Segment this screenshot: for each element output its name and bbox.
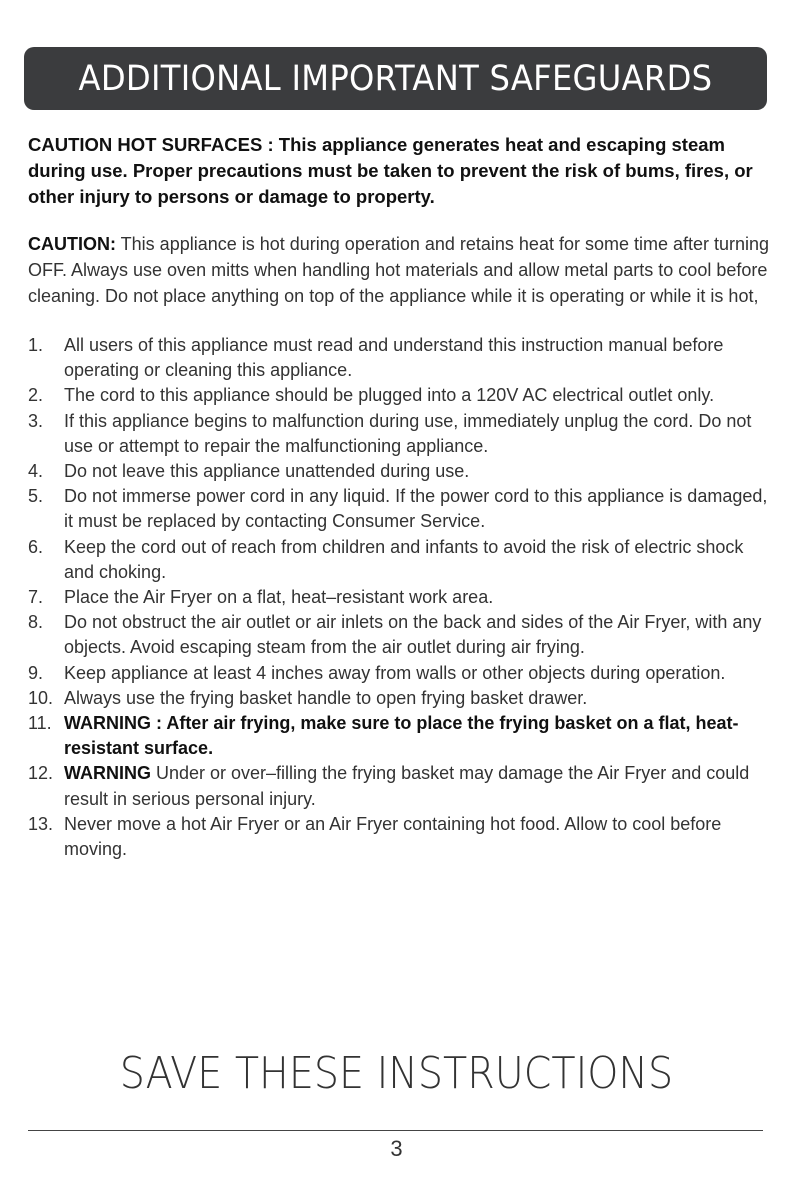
list-item [28, 409, 773, 459]
section-title: ADDITIONAL IMPORTANT SAFEGUARDS [78, 58, 713, 99]
item-number: 6. [28, 536, 44, 557]
item-number: 12. [28, 763, 54, 784]
caution-hot-surfaces: CAUTION HOT SURFACES : This appliance generates heat and escaping steam during use. Proper precautions must be taken to prevent the risk of bums, fires, or other injury to persons or damage to property. [28, 134, 753, 207]
item-text: If this appliance begins to malfunction during use, immediately unplug the cord. Do not use or attempt to repair the malfunctioning appliance. [64, 410, 752, 456]
item-text: WARNING Under or over–filling the frying basket may damage the Air Fryer and could result in serious personal injury. [64, 763, 750, 809]
list-item [28, 535, 773, 585]
item-text: Keep the cord out of reach from children and infants to avoid the risk of electric shock and choking. [64, 536, 744, 582]
list-item [28, 333, 773, 383]
caution-label: CAUTION: [28, 234, 116, 254]
item-number: 4. [28, 461, 44, 482]
item-text: Do not leave this appliance unattended during use. [64, 461, 470, 482]
item-number: 2. [28, 385, 44, 406]
item-number: 1. [28, 335, 44, 355]
footer-divider [28, 1130, 763, 1131]
list-item [28, 610, 773, 660]
list-item [28, 661, 773, 686]
item-text: WARNING : After air frying, make sure to place the frying basket on a flat, heat-resistant surface. [64, 713, 739, 759]
safeguard-list [28, 333, 773, 862]
page-number: 3 [390, 1136, 403, 1161]
list-item [28, 686, 773, 711]
item-number: 7. [28, 587, 44, 608]
item-text: The cord to this appliance should be plugged into a 120V AC electrical outlet only. [64, 385, 715, 406]
item-text: Always use the frying basket handle to open frying basket drawer. [64, 687, 588, 708]
save-instructions-heading: SAVE THESE INSTRUCTIONS [119, 1048, 674, 1099]
item-number: 13. [28, 813, 54, 834]
item-text: Do not obstruct the air outlet or air inlets on the back and sides of the Air Fryer, with any objects. Avoid escaping steam from the air outlet during air frying. [64, 612, 762, 658]
item-number: 9. [28, 662, 44, 683]
list-item [28, 484, 773, 534]
list-item [28, 812, 773, 862]
item-number: 8. [28, 612, 44, 633]
item-number: 5. [28, 486, 44, 507]
caution-paragraph [28, 232, 773, 309]
item-text: Never move a hot Air Fryer or an Air Fryer containing hot food. Allow to cool before moving. [64, 813, 722, 860]
item-text: Keep appliance at least 4 inches away from walls or other objects during operation. [64, 662, 726, 683]
item-text: All users of this appliance must read and understand this instruction manual before operating or cleaning this appliance. [64, 335, 724, 381]
list-item [28, 585, 773, 610]
item-text: Place the Air Fryer on a flat, heat–resistant work area. [64, 587, 494, 608]
list-item [28, 711, 773, 761]
list-item [28, 761, 773, 811]
item-text: Do not immerse power cord in any liquid. If the power cord to this appliance is damaged, it must be replaced by contacting Consumer Service. [64, 486, 768, 532]
list-item [28, 383, 773, 408]
item-number: 11. [28, 713, 52, 734]
item-number: 10. [28, 687, 54, 708]
list-item [28, 459, 773, 484]
section-title-banner [24, 47, 767, 110]
caution-text: This appliance is hot during operation and retains heat for some time after turning OFF. Always use oven mitts when handling hot materials and allow metal parts to cool before cleaning. Do not place anything on top of the appliance while it is operating or while it is hot, [28, 234, 770, 306]
item-number: 3. [28, 410, 44, 431]
